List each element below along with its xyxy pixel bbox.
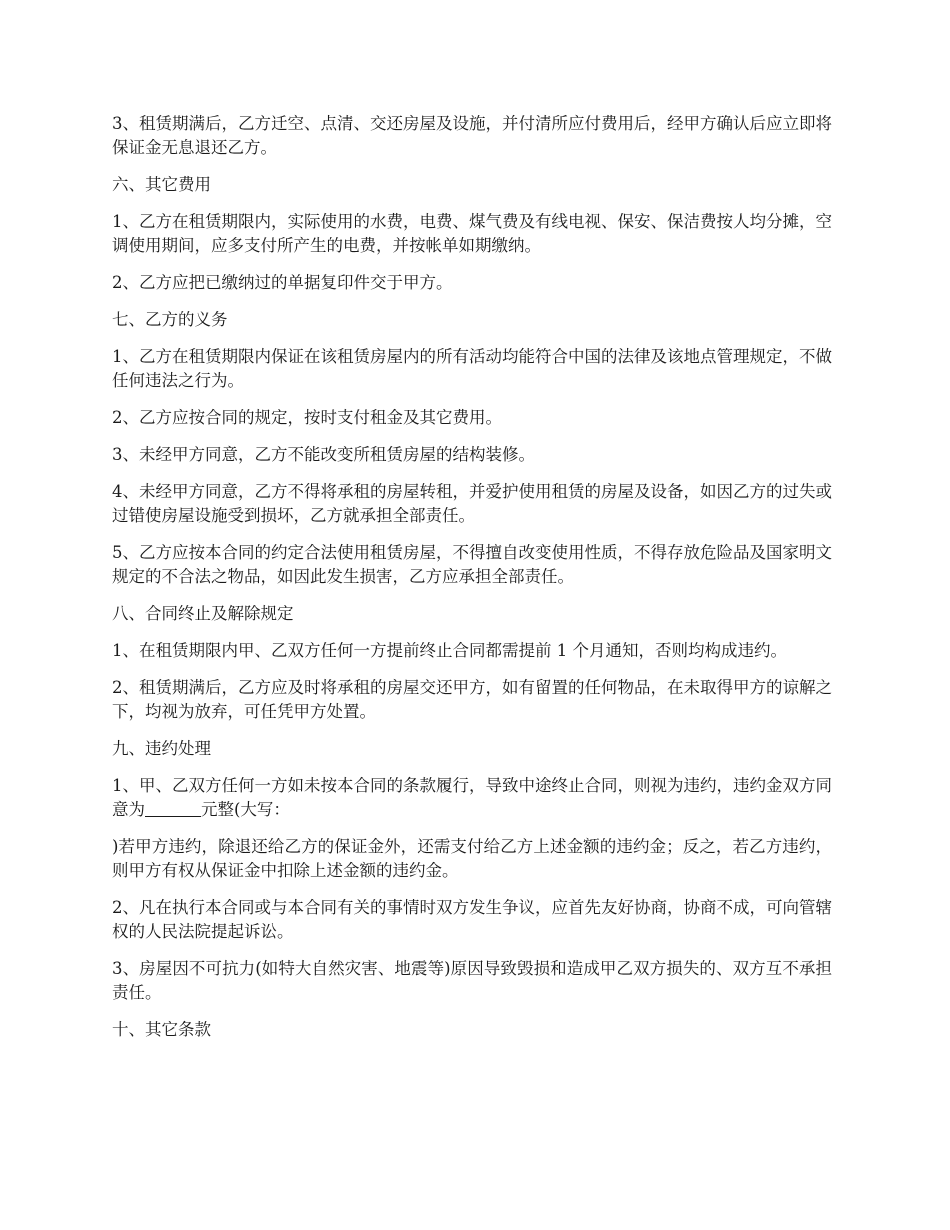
clause-dispute-resolution: 2、凡在执行本合同或与本合同有关的事情时双方发生争议，应首先友好协商，协商不成，可向管辖权的人民法院提起诉讼。 (112, 898, 832, 941)
clause-return-premises: 2、租赁期满后，乙方应及时将承租的房屋交还甲方，如有留置的任何物品，在未取得甲方的谅解之下，均视为放弃，可任凭甲方处置。 (112, 678, 832, 721)
clause-no-structural-change: 3、未经甲方同意，乙方不能改变所租赁房屋的结构装修。 (112, 445, 535, 464)
clause-breach-penalty-unit: 元整(大写： (201, 800, 290, 819)
clause-breach-penalty-text: 1、甲、乙双方任何一方如未按本合同的条款履行，导致中途终止合同，则视为违约，违约金双方同意为 (112, 776, 832, 819)
section-heading-breach: 九、违约处理 (112, 739, 211, 758)
clause-force-majeure: 3、房屋因不可抗力(如特大自然灾害、地震等)原因导致毁损和造成甲乙双方损失的、双方互不承担责任。 (112, 959, 832, 1002)
clause-breach-penalty (112, 774, 832, 822)
clause-early-termination: 1、在租赁期限内甲、乙双方任何一方提前终止合同都需提前 1 个月通知，否则均构成违约。 (112, 641, 787, 660)
penalty-amount-blank (145, 798, 201, 817)
clause-pay-rent: 2、乙方应按合同的规定，按时支付租金及其它费用。 (112, 408, 502, 427)
section-heading-other-terms: 十、其它条款 (112, 1020, 211, 1039)
section-heading-termination: 八、合同终止及解除规定 (112, 604, 294, 623)
clause-no-sublet: 4、未经甲方同意，乙方不得将承租的房屋转租，并爱护使用租赁的房屋及设备，如因乙方的过失或过错使房屋设施受到损坏，乙方就承担全部责任。 (112, 482, 832, 525)
clause-breach-penalty-continued: )若甲方违约，除退还给乙方的保证金外，还需支付给乙方上述金额的违约金；反之，若乙方违约，则甲方有权从保证金中扣除上述金额的违约金。 (112, 837, 832, 880)
clause-lawful-use: 5、乙方应按本合同的约定合法使用租赁房屋，不得擅自改变使用性质，不得存放危险品及国家明文规定的不合法之物品，如因此发生损害，乙方应承担全部责任。 (112, 543, 832, 586)
clause-utility-fees: 1、乙方在租赁期限内，实际使用的水费，电费、煤气费及有线电视、保安、保洁费按人均分摊，空调使用期间，应多支付所产生的电费，并按帐单如期缴纳。 (112, 212, 832, 255)
clause-receipt-copies: 2、乙方应把已缴纳过的单据复印件交于甲方。 (112, 273, 453, 292)
clause-deposit-refund: 3、租赁期满后，乙方迁空、点清、交还房屋及设施，并付清所应付费用后，经甲方确认后应立即将保证金无息退还乙方。 (112, 114, 832, 157)
clause-lawful-activity: 1、乙方在租赁期限内保证在该租赁房屋内的所有活动均能符合中国的法律及该地点管理规定，不做任何违法之行为。 (112, 347, 832, 390)
section-heading-tenant-obligations: 七、乙方的义务 (112, 310, 228, 329)
section-heading-other-fees: 六、其它费用 (112, 175, 211, 194)
